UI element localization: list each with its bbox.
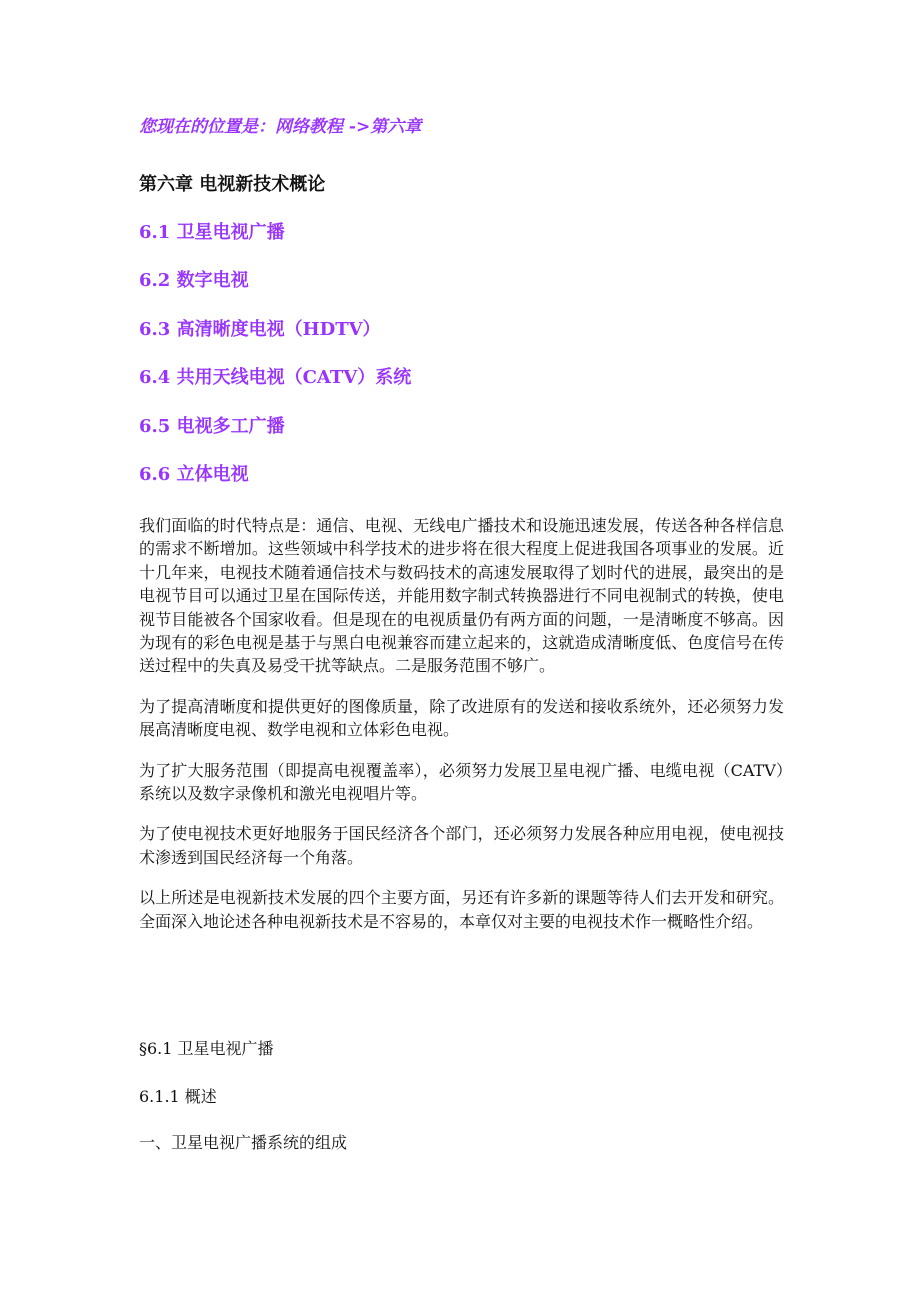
breadcrumb: 您现在的位置是：网络教程 ->第六章 (139, 117, 422, 137)
table-of-contents (139, 218, 411, 508)
paragraph: 我们面临的时代特点是：通信、电视、无线电广播技术和设施迅速发展，传送各种各样信息的需求不断增加。这些领域中科学技术的进步将在很大程度上促进我国各项事业的发展。近十几年来，电视技术随着通信技术与数码技术的高速发展取得了划时代的进展，最突出的是电视节目可以通过卫星在国际传送，并能用数字制式转换器进行不同电视制式的转换，使电视节目能被各个国家收看。但是现在的电视质量仍有两方面的问题，一是清晰度不够高。因为现有的彩色电视是基于与黑白电视兼容而建立起来的，这就造成清晰度低、色度信号在传送过程中的失真及易受干扰等缺点。二是服务范围不够广。 (139, 516, 784, 676)
section-heading: §6.1 卫星电视广播 (139, 1039, 274, 1058)
paragraph: 以上所述是电视新技术发展的四个主要方面，另还有许多新的课题等待人们去开发和研究。全面深入地论述各种电视新技术是不容易的，本章仅对主要的电视技术作一概略性介绍。 (139, 888, 784, 931)
subsection-heading: 6.1.1 概述 (139, 1087, 217, 1106)
paragraph: 为了使电视技术更好地服务于国民经济各个部门，还必须努力发展各种应用电视，使电视技术渗透到国民经济每一个角落。 (139, 824, 784, 867)
paragraph: 为了提高清晰度和提供更好的图像质量，除了改进原有的发送和接收系统外，还必须努力发展高清晰度电视、数学电视和立体彩色电视。 (139, 696, 784, 740)
toc-link-6-3[interactable]: 6.3 高清晰度电视（HDTV） (139, 318, 381, 340)
toc-link-6-6[interactable]: 6.6 立体电视 (139, 463, 249, 485)
paragraph: 为了扩大服务范围（即提高电视覆盖率），必须努力发展卫星电视广播、电缆电视（CATV）系统以及数字录像机和激光电视唱片等。 (139, 760, 784, 804)
toc-link-6-5[interactable]: 6.5 电视多工广播 (139, 415, 285, 437)
toc-link-6-2[interactable]: 6.2 数字电视 (139, 270, 249, 292)
chapter-title: 第六章 电视新技术概论 (139, 174, 326, 195)
sub-subsection-heading: 一、卫星电视广播系统的组成 (139, 1133, 348, 1152)
toc-link-6-1[interactable]: 6.1 卫星电视广播 (139, 222, 285, 243)
chapter-intro (139, 514, 784, 950)
toc-link-6-4[interactable]: 6.4 共用天线电视（CATV）系统 (139, 367, 412, 389)
